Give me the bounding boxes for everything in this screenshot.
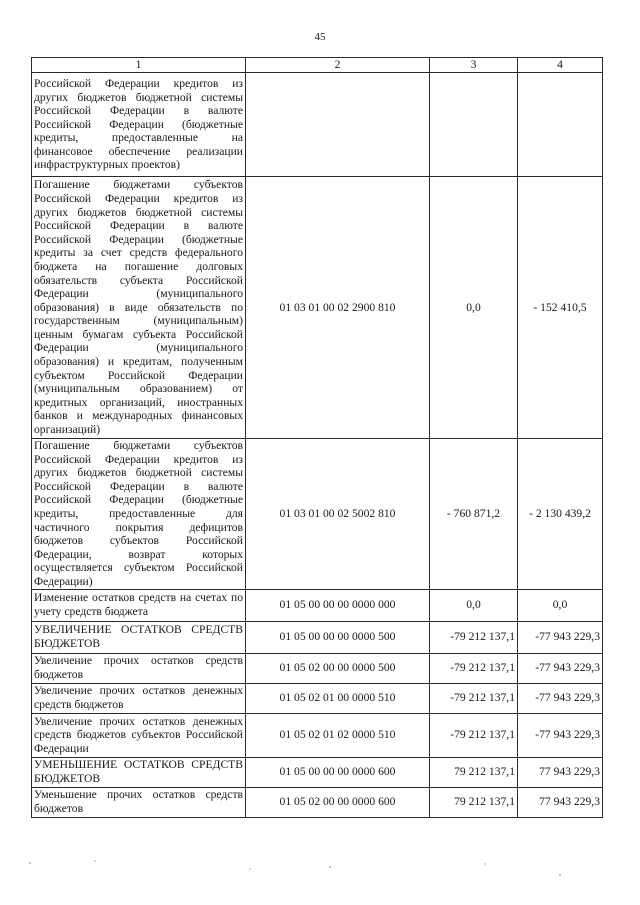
row-value-col3: - 760 871,2 xyxy=(430,439,518,590)
row-code: 01 05 02 01 02 0000 510 xyxy=(246,713,430,757)
row-name: Погашение бюджетами субъектов Российской Федерации кредитов из других бюджетов бюджетной системы Российской Федерации в валюте Российской Федерации (бюджетные кредиты за счет средств федерального бюджета на погашение долговых обязательств субъекта Российской Федерации (муниципального образования) в виде обязательств по государственным (муниципальным) ценным бумагам субъекта Российской Федерации (муниципального образования) и кредитам, полученным субъектом Российской Федерации (муниципальным образованием) от кредитных организаций, иностранных банков и международных финансовых организаций) xyxy=(32,177,246,439)
row-value-col3 xyxy=(430,73,518,177)
row-value-col4: -77 943 229,3 xyxy=(518,653,603,683)
table-row xyxy=(32,73,603,177)
row-value-col3: -79 212 137,1 xyxy=(430,683,518,713)
row-value-col3: -79 212 137,1 xyxy=(430,621,518,653)
row-name: Изменение остатков средств на счетах по учету средств бюджета xyxy=(32,589,246,621)
row-name: Уменьшение прочих остатков средств бюджетов xyxy=(32,787,246,817)
header-col-2: 2 xyxy=(246,58,430,73)
row-value-col4: 0,0 xyxy=(518,589,603,621)
row-name: УМЕНЬШЕНИЕ ОСТАТКОВ СРЕДСТВ БЮДЖЕТОВ xyxy=(32,757,246,787)
scan-noise-marks xyxy=(0,855,640,885)
table-row xyxy=(32,589,603,621)
table-row xyxy=(32,439,603,590)
table-row xyxy=(32,683,603,713)
row-name: УВЕЛИЧЕНИЕ ОСТАТКОВ СРЕДСТВ БЮДЖЕТОВ xyxy=(32,621,246,653)
table-row xyxy=(32,713,603,757)
row-value-col4: -77 943 229,3 xyxy=(518,683,603,713)
row-code: 01 03 01 00 02 5002 810 xyxy=(246,439,430,590)
row-value-col3: -79 212 137,1 xyxy=(430,653,518,683)
row-value-col3: 0,0 xyxy=(430,177,518,439)
row-value-col4: 77 943 229,3 xyxy=(518,757,603,787)
table-row xyxy=(32,177,603,439)
row-name: Увеличение прочих остатков средств бюджетов xyxy=(32,653,246,683)
row-name: Увеличение прочих остатков денежных средств бюджетов субъектов Российской Федерации xyxy=(32,713,246,757)
row-code: 01 05 00 00 00 0000 500 xyxy=(246,621,430,653)
row-code: 01 05 02 00 00 0000 600 xyxy=(246,787,430,817)
row-name: Погашение бюджетами субъектов Российской Федерации кредитов из других бюджетов бюджетной системы Российской Федерации в валюте Российской Федерации (бюджетные кредиты, предоставленные для частичного покрытия дефицитов бюджетов субъектов Российской Федерации, возврат которых осуществляется субъектом Российской Федерации) xyxy=(32,439,246,590)
budget-sources-table xyxy=(31,57,603,818)
page-number: 45 xyxy=(314,31,326,43)
header-col-4: 4 xyxy=(518,58,603,73)
table-row xyxy=(32,653,603,683)
table-row xyxy=(32,757,603,787)
row-value-col3: -79 212 137,1 xyxy=(430,713,518,757)
table-row xyxy=(32,621,603,653)
row-value-col4: -77 943 229,3 xyxy=(518,713,603,757)
row-code: 01 03 01 00 02 2900 810 xyxy=(246,177,430,439)
row-value-col4: -77 943 229,3 xyxy=(518,621,603,653)
row-name: Увеличение прочих остатков денежных средств бюджетов xyxy=(32,683,246,713)
row-value-col3: 79 212 137,1 xyxy=(430,787,518,817)
header-col-1: 1 xyxy=(32,58,246,73)
row-code xyxy=(246,73,430,177)
row-code: 01 05 02 00 00 0000 500 xyxy=(246,653,430,683)
row-code: 01 05 00 00 00 0000 000 xyxy=(246,589,430,621)
table-row xyxy=(32,787,603,817)
row-code: 01 05 00 00 00 0000 600 xyxy=(246,757,430,787)
row-code: 01 05 02 01 00 0000 510 xyxy=(246,683,430,713)
table-header-row xyxy=(32,58,603,73)
row-value-col4: - 2 130 439,2 xyxy=(518,439,603,590)
row-name: Российской Федерации кредитов из других бюджетов бюджетной системы Российской Федерации в валюте Российской Федерации (бюджетные кредиты, предоставленные на финансовое обеспечение реализации инфраструктурных проектов) xyxy=(32,73,246,177)
row-value-col3: 0,0 xyxy=(430,589,518,621)
row-value-col4: - 152 410,5 xyxy=(518,177,603,439)
row-value-col4: 77 943 229,3 xyxy=(518,787,603,817)
row-value-col4 xyxy=(518,73,603,177)
header-col-3: 3 xyxy=(430,58,518,73)
row-value-col3: 79 212 137,1 xyxy=(430,757,518,787)
